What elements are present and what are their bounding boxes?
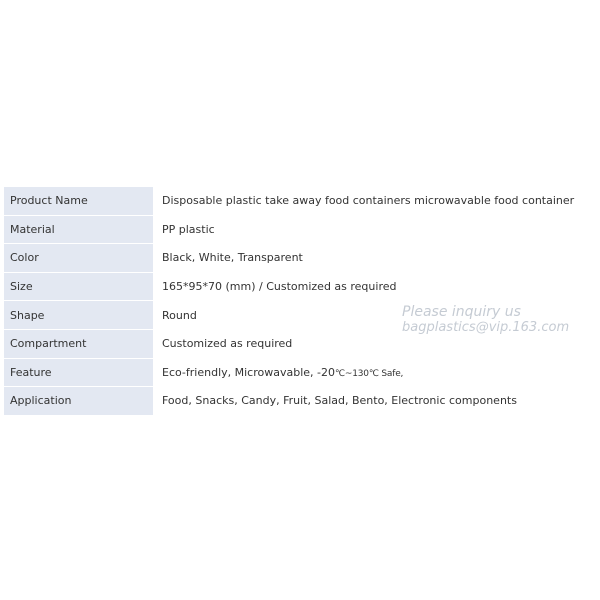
row-label-feature: Feature	[4, 358, 154, 387]
table-row	[4, 358, 596, 387]
table-row	[4, 329, 596, 358]
row-value-size: 165*95*70 (mm) / Customized as required	[154, 272, 597, 301]
watermark-line-email: bagplastics@vip.163.com	[402, 320, 570, 335]
table-row	[4, 187, 596, 216]
row-value-application: Food, Snacks, Candy, Fruit, Salad, Bento, Electronic components	[154, 387, 597, 416]
row-value-material: PP plastic	[154, 215, 597, 244]
feature-text: Eco-friendly, Microwavable, -20	[162, 365, 335, 379]
table-row	[4, 272, 596, 301]
row-value-product-name: Disposable plastic take away food containers microwavable food container	[154, 187, 597, 216]
row-label-size: Size	[4, 272, 154, 301]
row-value-compartment: Customized as required	[154, 329, 597, 358]
row-label-color: Color	[4, 244, 154, 273]
row-label-material: Material	[4, 215, 154, 244]
row-value-color: Black, White, Transparent	[154, 244, 597, 273]
table-row	[4, 301, 596, 330]
row-label-application: Application	[4, 387, 154, 416]
table-row	[4, 244, 596, 273]
table-row	[4, 215, 596, 244]
product-spec-table	[4, 186, 596, 416]
row-label-product-name: Product Name	[4, 187, 154, 216]
row-label-shape: Shape	[4, 301, 154, 330]
row-label-compartment: Compartment	[4, 329, 154, 358]
feature-temperature-text: ℃~130℃ Safe,	[335, 368, 404, 379]
watermark-line-inquiry: Please inquiry us	[402, 304, 521, 320]
row-value-shape: Round	[154, 301, 597, 330]
row-value-feature	[154, 358, 597, 387]
table-row	[4, 387, 596, 416]
